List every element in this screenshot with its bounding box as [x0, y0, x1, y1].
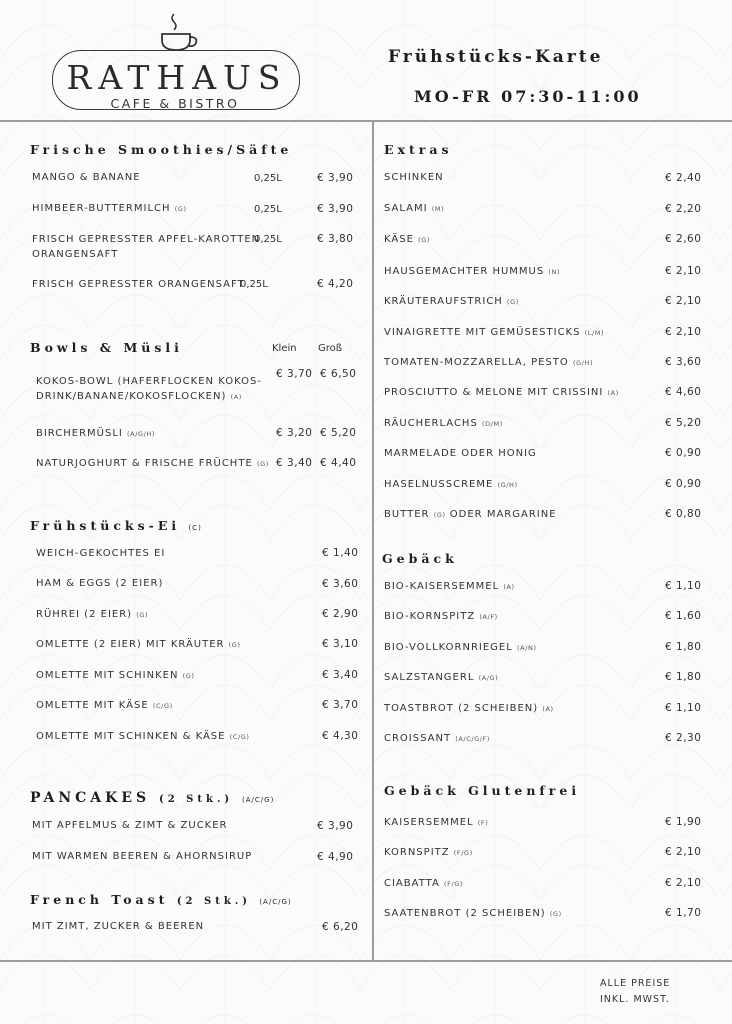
item-price: € 1,80	[665, 671, 702, 683]
logo-subtitle: CAFE & BISTRO	[110, 96, 240, 111]
menu-item: MIT ZIMT, ZUCKER & BEEREN	[32, 921, 205, 932]
price-note	[600, 976, 670, 1008]
item-price-small: € 3,20	[276, 427, 313, 439]
item-price-large: € 6,50	[320, 368, 357, 380]
section-title-baked: Gebäck	[382, 551, 458, 566]
item-price: € 4,60	[665, 386, 702, 398]
section-title-eggs: Frühstücks-Ei (C)	[30, 518, 202, 533]
menu-item: SAATENBROT (2 SCHEIBEN) (G)	[384, 908, 562, 919]
menu-item: PROSCIUTTO & MELONE MIT CRISSINI (A)	[384, 387, 619, 398]
item-volume: 0,25L	[254, 173, 282, 184]
section-title-pancakes: PANCAKES (2 Stk.) (A/C/G)	[30, 790, 275, 806]
menu-item: HAM & EGGS (2 EIER)	[36, 578, 164, 589]
item-price: € 2,60	[665, 233, 702, 245]
section-title-smoothies: Frische Smoothies/Säfte	[30, 142, 293, 157]
item-price: € 3,90	[317, 172, 354, 184]
menu-item: BUTTER (G) ODER MARGARINE	[384, 509, 557, 520]
item-price: € 1,10	[665, 702, 702, 714]
column-header-large: Groß	[318, 343, 343, 354]
item-price: € 2,10	[665, 877, 702, 889]
menu-item: KAISERSEMMEL (F)	[384, 817, 489, 828]
item-price: € 3,40	[322, 669, 359, 681]
item-price: € 2,10	[665, 265, 702, 277]
menu-item: CROISSANT (A/C/G/F)	[384, 733, 491, 744]
item-price-small: € 3,40	[276, 457, 313, 469]
footer-divider	[0, 960, 732, 962]
menu-item: FRISCH GEPRESSTER ORANGENSAFT	[32, 279, 245, 290]
logo	[52, 8, 302, 112]
item-price: € 3,60	[322, 578, 359, 590]
menu-item: BIO-KAISERSEMMEL (A)	[384, 581, 515, 592]
item-price: € 3,10	[322, 638, 359, 650]
menu-item: NATURJOGHURT & FRISCHE FRÜCHTE (G)	[36, 458, 269, 469]
item-price: € 4,90	[317, 851, 354, 863]
item-price: € 1,60	[665, 610, 702, 622]
item-price: € 0,80	[665, 508, 702, 520]
section-title-extras: Extras	[384, 142, 453, 157]
section-title-french-toast: French Toast (2 Stk.) (A/C/G)	[30, 892, 292, 907]
item-price: € 5,20	[665, 417, 702, 429]
menu-item: CIABATTA (F/G)	[384, 878, 464, 889]
section-title-glutenfree: Gebäck Glutenfrei	[384, 783, 581, 798]
menu-item: MIT WARMEN BEEREN & AHORNSIRUP	[32, 851, 253, 862]
item-price: € 3,70	[322, 699, 359, 711]
menu-item: KOKOS-BOWL (HAFERFLOCKEN KOKOS-	[36, 376, 262, 387]
menu-item: KRÄUTERAUFSTRICH (G)	[384, 296, 519, 307]
menu-item: RÄUCHERLACHS (D/M)	[384, 418, 503, 429]
menu-item: MARMELADE ODER HONIG	[384, 448, 537, 459]
menu-item: HIMBEER-BUTTERMILCH (G)	[32, 203, 187, 214]
menu-item: SALZSTANGERL (A/G)	[384, 672, 499, 683]
item-volume: 0,25L	[254, 204, 282, 215]
item-price: € 2,90	[322, 608, 359, 620]
page-title: Frühstücks-Karte	[388, 47, 604, 67]
menu-item: FRISCH GEPRESSTER APFEL-KAROTTEN	[32, 234, 261, 245]
opening-hours: MO-FR 07:30-11:00	[414, 87, 642, 106]
menu-item: SALAMI (M)	[384, 203, 445, 214]
header-divider	[0, 120, 732, 122]
menu-item: OMLETTE MIT KÄSE (C/G)	[36, 700, 173, 711]
item-price-large: € 5,20	[320, 427, 357, 439]
menu-item: OMLETTE MIT SCHINKEN (G)	[36, 670, 195, 681]
item-price: € 2,10	[665, 326, 702, 338]
menu-item: TOMATEN-MOZZARELLA, PESTO (G/H)	[384, 357, 594, 368]
price-note-line: INKL. MWST.	[600, 994, 670, 1005]
item-price: € 1,10	[665, 580, 702, 592]
item-volume: 0,25L	[254, 234, 282, 245]
menu-item: HASELNUSSCREME (G/H)	[384, 479, 518, 490]
menu-item: KORNSPITZ (F/G)	[384, 847, 473, 858]
column-divider	[372, 120, 374, 960]
item-price: € 3,90	[317, 820, 354, 832]
item-price: € 2,40	[665, 172, 702, 184]
item-price: € 3,60	[665, 356, 702, 368]
menu-item: OMLETTE (2 EIER) MIT KRÄUTER (G)	[36, 639, 241, 650]
item-price: € 1,80	[665, 641, 702, 653]
item-price: € 1,90	[665, 816, 702, 828]
menu-item: BIO-KORNSPITZ (A/F)	[384, 611, 498, 622]
item-price: € 0,90	[665, 478, 702, 490]
menu-item: OMLETTE MIT SCHINKEN & KÄSE (C/G)	[36, 731, 250, 742]
item-price: € 2,30	[665, 732, 702, 744]
logo-name: RATHAUS	[66, 58, 288, 97]
menu-item: VINAIGRETTE MIT GEMÜSESTICKS (L/M)	[384, 327, 605, 338]
menu-item: WEICH-GEKOCHTES EI	[36, 548, 166, 559]
item-price: € 3,90	[317, 203, 354, 215]
item-price: € 2,10	[665, 295, 702, 307]
item-price: € 0,90	[665, 447, 702, 459]
section-title-bowls: Bowls & Müsli	[30, 340, 183, 355]
item-price: € 1,40	[322, 547, 359, 559]
menu-item: RÜHREI (2 EIER) (G)	[36, 609, 149, 620]
menu-item-continued: ORANGENSAFT	[32, 249, 119, 260]
menu-item: SCHINKEN	[384, 172, 444, 183]
menu-item: KÄSE (G)	[384, 234, 430, 245]
menu-item: BIO-VOLLKORNRIEGEL (A/N)	[384, 642, 537, 653]
menu-item: MIT APFELMUS & ZIMT & ZUCKER	[32, 820, 228, 831]
menu-item: HAUSGEMACHTER HUMMUS (N)	[384, 266, 561, 277]
menu-item: MANGO & BANANE	[32, 172, 141, 183]
item-price: € 4,30	[322, 730, 359, 742]
menu-item: TOASTBROT (2 SCHEIBEN) (A)	[384, 703, 554, 714]
item-price: € 6,20	[322, 921, 359, 933]
menu-item: BIRCHERMÜSLI (A/G/H)	[36, 428, 156, 439]
item-price: € 2,10	[665, 846, 702, 858]
item-price: € 3,80	[317, 233, 354, 245]
item-price: € 2,20	[665, 203, 702, 215]
item-price: € 1,70	[665, 907, 702, 919]
item-price-small: € 3,70	[276, 368, 313, 380]
item-price: € 4,20	[317, 278, 354, 290]
item-price-large: € 4,40	[320, 457, 357, 469]
item-volume: 0,25L	[240, 279, 268, 290]
coffee-cup-icon	[156, 10, 202, 54]
column-header-small: Klein	[272, 343, 297, 354]
menu-item-continued: DRINK/BANANE/KOKOSFLOCKEN) (A)	[36, 391, 242, 402]
price-note-line: ALLE PREISE	[600, 978, 671, 989]
